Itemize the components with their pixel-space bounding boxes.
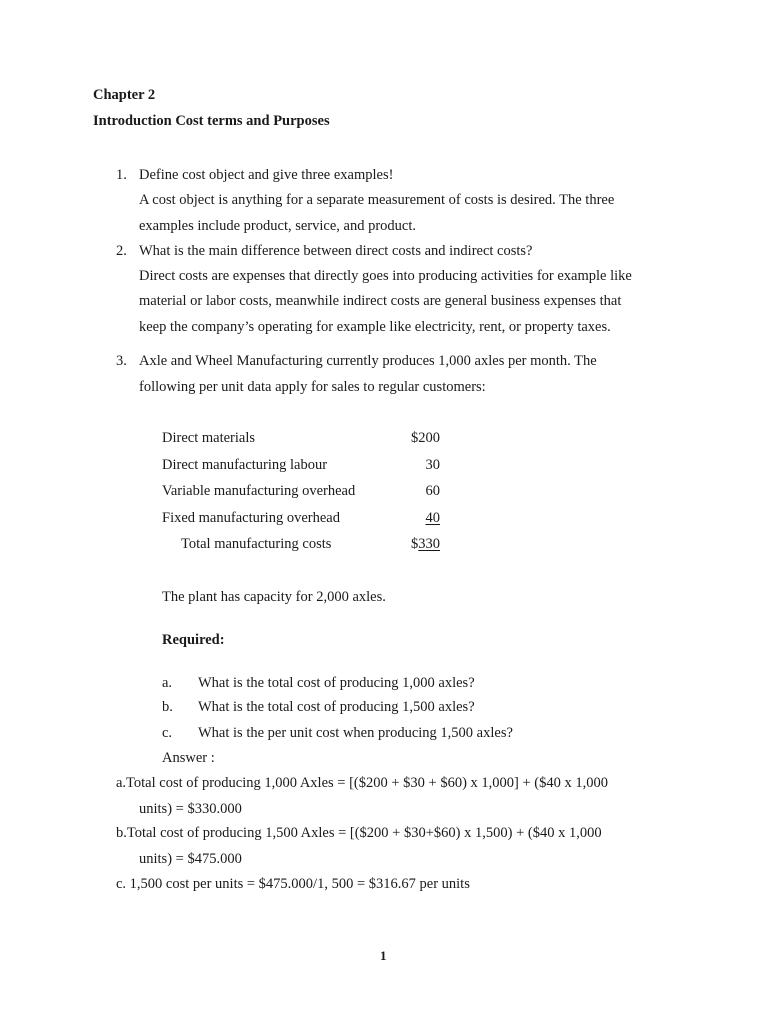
- cost-label-variable-overhead: Variable manufacturing overhead: [162, 483, 356, 499]
- part-a-letter: a.: [162, 675, 173, 691]
- answer-a-line: units) = $330.000: [139, 801, 242, 817]
- cost-value-variable-overhead: 60: [425, 483, 440, 499]
- part-a-text: What is the total cost of producing 1,000 axles?: [198, 675, 475, 691]
- capacity-text: The plant has capacity for 2,000 axles.: [162, 589, 386, 605]
- q2-answer-line: keep the company’s operating for example like electricity, rent, or property taxes.: [139, 319, 611, 335]
- answer-c-line: c. 1,500 cost per units = $475.000/1, 500 = $316.67 per units: [116, 876, 470, 892]
- page-number: 1: [380, 948, 387, 963]
- q3-intro-line: following per unit data apply for sales to regular customers:: [139, 379, 486, 395]
- cost-label-direct-labour: Direct manufacturing labour: [162, 457, 328, 473]
- q1-number: 1.: [116, 167, 127, 183]
- cost-label-direct-materials: Direct materials: [162, 430, 255, 446]
- q2-number: 2.: [116, 243, 127, 259]
- q2-answer-line: Direct costs are expenses that directly goes into producing activities for example like: [139, 268, 632, 284]
- cost-total-currency: $: [411, 536, 419, 552]
- answer-a-line: a.Total cost of producing 1,000 Axles = [($200 + $30 + $60) x 1,000] + ($40 x 1,000: [116, 775, 609, 791]
- answer-label: Answer :: [162, 750, 215, 766]
- q1-question: Define cost object and give three examples!: [139, 167, 394, 183]
- q1-answer-line: A cost object is anything for a separate measurement of costs is desired. The three: [139, 192, 615, 208]
- cost-value-fixed-overhead: 40: [425, 510, 440, 526]
- page-title: Introduction Cost terms and Purposes: [93, 113, 330, 129]
- cost-label-fixed-overhead: Fixed manufacturing overhead: [162, 510, 340, 526]
- cost-value-direct-labour: 30: [425, 457, 440, 473]
- q2-answer-line: material or labor costs, meanwhile indirect costs are general business expenses that: [139, 293, 622, 309]
- cost-label-total: Total manufacturing costs: [181, 536, 332, 552]
- q1-answer-line: examples include product, service, and product.: [139, 218, 417, 234]
- cost-value-direct-materials: $200: [411, 430, 440, 446]
- required-label: Required:: [162, 632, 225, 648]
- answer-b-line: b.Total cost of producing 1,500 Axles = [($200 + $30+$60) x 1,500) + ($40 x 1,000: [116, 825, 602, 841]
- q3-intro-line: Axle and Wheel Manufacturing currently produces 1,000 axles per month. The: [139, 353, 597, 369]
- part-b-text: What is the total cost of producing 1,500 axles?: [198, 699, 475, 715]
- answer-b-line: units) = $475.000: [139, 851, 242, 867]
- q3-number: 3.: [116, 353, 127, 369]
- cost-total-amount: 330: [418, 536, 440, 552]
- part-c-text: What is the per unit cost when producing 1,500 axles?: [198, 725, 513, 741]
- cost-value-total: [411, 536, 440, 553]
- part-b-letter: b.: [162, 699, 173, 715]
- chapter-heading: Chapter 2: [93, 87, 156, 103]
- q2-question: What is the main difference between direct costs and indirect costs?: [139, 243, 533, 259]
- part-c-letter: c.: [162, 725, 173, 741]
